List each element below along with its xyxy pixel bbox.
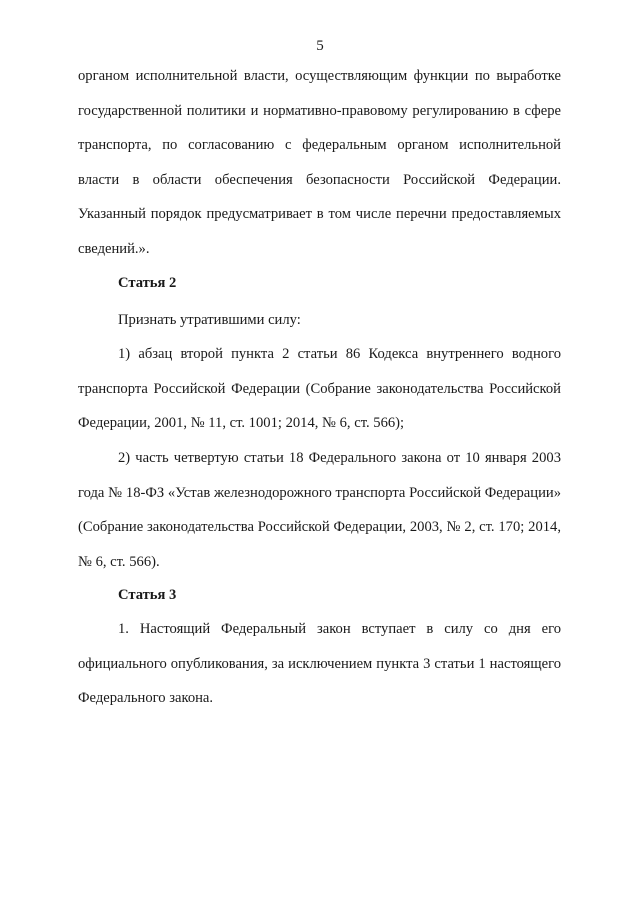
article-2-intro: Признать утратившими силу: (118, 312, 301, 328)
article-2-heading: Статья 2 (118, 275, 177, 291)
article-2-item-2: 2) часть четвертую статьи 18 Федерального закона от 10 января 2003 года № 18-ФЗ «Устав железнодорожного транспорта Российской Федерации» (Собрание законодательства Российской Федерации, 2003, № 2, ст. 170; 2014, № 6, ст. 566). (78, 450, 561, 570)
continuation-paragraph: органом исполнительной власти, осуществляющим функции по выработке государственной политики и нормативно-правовому регулированию в сфере транспорта, по согласованию с федеральным органом исполнительной власти в области обеспечения безопасности Российской Федерации. Указанный порядок предусматривает в том числе перечни предоставляемых сведений.». (78, 68, 561, 257)
article-3-item-1: 1. Настоящий Федеральный закон вступает в силу со дня его официального опубликования, за исключением пункта 3 статьи 1 настоящего Федерального закона. (78, 621, 561, 706)
page-number: 5 (316, 38, 324, 54)
article-2-item-1: 1) абзац второй пункта 2 статьи 86 Кодекса внутреннего водного транспорта Российской Федерации (Собрание законодательства Российской Федерации, 2001, № 11, ст. 1001; 2014, № 6, ст. 566); (78, 346, 561, 431)
article-3-heading: Статья 3 (118, 587, 177, 603)
